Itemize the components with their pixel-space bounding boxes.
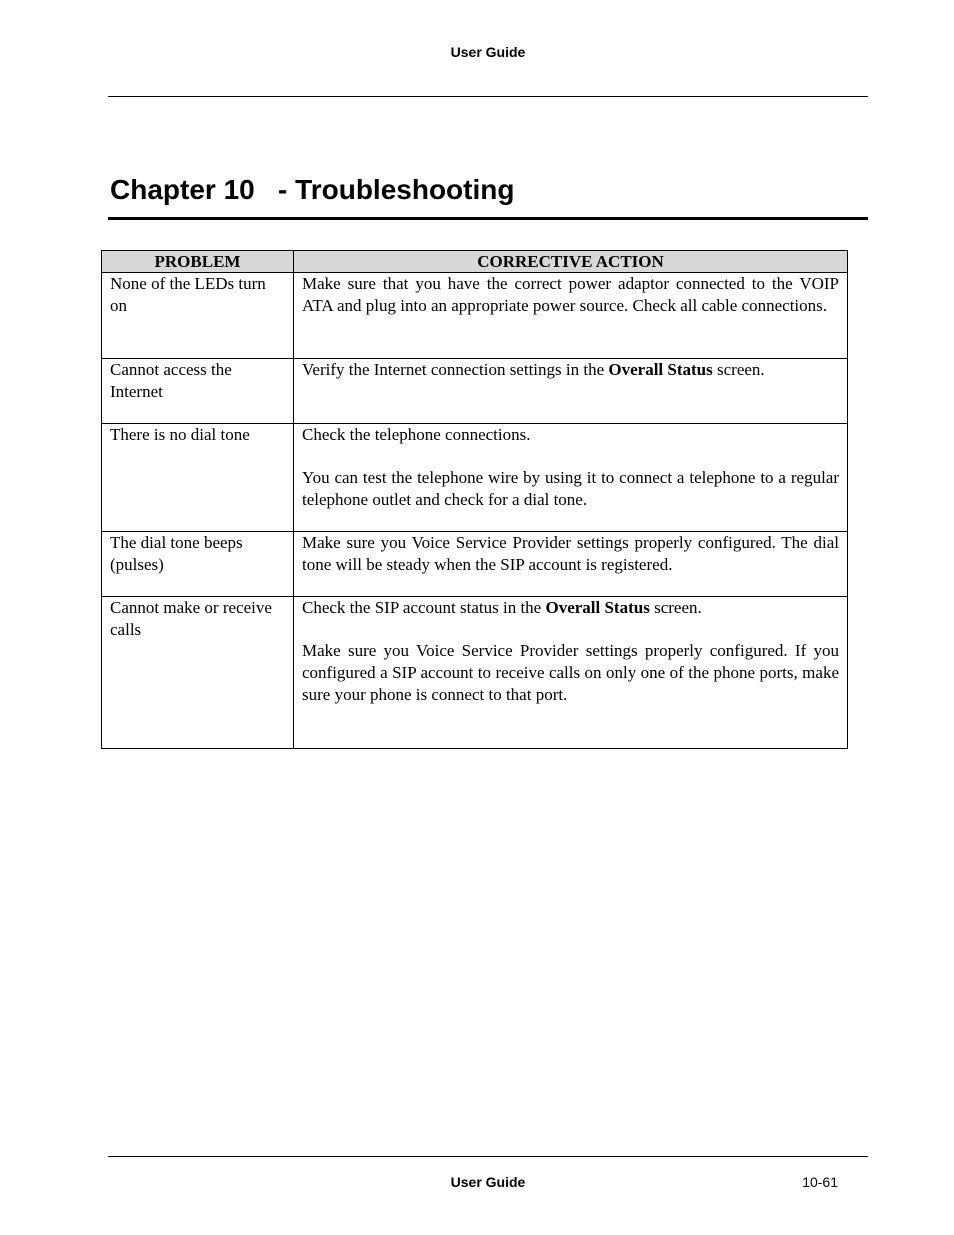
- overall-status-term: Overall Status: [608, 360, 713, 379]
- table-row: [102, 359, 848, 424]
- action-text-secondary: Make sure you Voice Service Provider settings properly configured. If you configured a SIP account to receive calls on only one of the phone ports, make sure your phone is connect to that port.: [302, 641, 839, 704]
- action-text: Make sure you Voice Service Provider settings properly configured. The dial tone will be steady when the SIP account is registered.: [302, 533, 839, 574]
- action-cell: [294, 359, 848, 424]
- table-row: [102, 424, 848, 532]
- action-cell: [294, 532, 848, 597]
- action-text: Check the telephone connections.: [302, 425, 531, 444]
- action-text-post: screen.: [649, 598, 702, 617]
- column-header-corrective-action: CORRECTIVE ACTION: [294, 251, 848, 273]
- chapter-rule: [108, 217, 868, 220]
- action-text: Make sure that you have the correct power adaptor connected to the VOIP ATA and plug into an appropriate power source. Check all cable connections.: [302, 274, 839, 315]
- action-text: [302, 597, 839, 619]
- action-cell: [294, 273, 848, 359]
- footer-rule: [108, 1156, 868, 1157]
- action-cell: [294, 424, 848, 532]
- table-row: [102, 597, 848, 749]
- page-header: User Guide: [450, 44, 526, 60]
- action-text-pre: Verify the Internet connection settings in the: [302, 360, 609, 379]
- action-text-secondary: You can test the telephone wire by using it to connect a telephone to a regular telephone outlet and check for a dial tone.: [302, 468, 839, 509]
- overall-status-term: Overall Status: [545, 598, 650, 617]
- table-row: [102, 273, 848, 359]
- action-text: [302, 359, 839, 381]
- troubleshooting-table: [101, 250, 848, 749]
- problem-cell: None of the LEDs turn on: [102, 273, 294, 359]
- page-footer: User Guide: [450, 1174, 526, 1190]
- column-header-problem: PROBLEM: [102, 251, 294, 273]
- action-cell: [294, 597, 848, 749]
- problem-cell: Cannot make or receive calls: [102, 597, 294, 749]
- table-row: [102, 532, 848, 597]
- problem-cell: There is no dial tone: [102, 424, 294, 532]
- problem-cell: The dial tone beeps (pulses): [102, 532, 294, 597]
- chapter-title: Chapter 10 - Troubleshooting: [110, 174, 515, 205]
- header-rule: [108, 96, 868, 97]
- table-header-row: [102, 251, 848, 273]
- action-text-post: screen.: [712, 360, 765, 379]
- action-text-pre: Check the SIP account status in the: [302, 598, 546, 617]
- page-number: 10-61: [802, 1174, 838, 1190]
- problem-cell: Cannot access the Internet: [102, 359, 294, 424]
